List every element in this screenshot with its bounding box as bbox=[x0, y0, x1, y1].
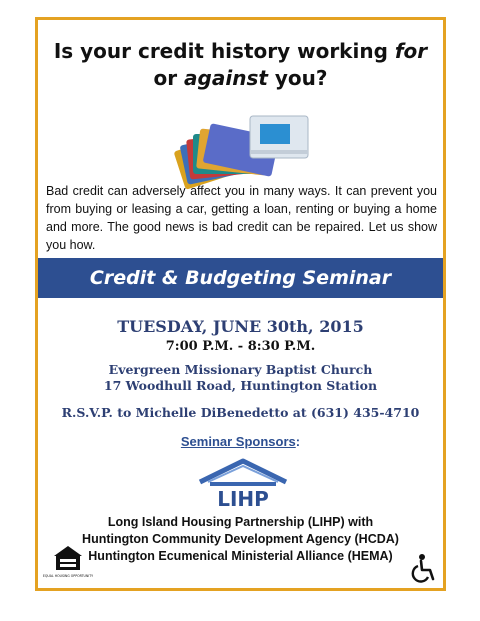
event-time: 7:00 P.M. - 8:30 P.M. bbox=[165, 339, 316, 354]
seminar-banner bbox=[38, 258, 443, 298]
headline-line2-end: you? bbox=[267, 66, 328, 90]
organizations-list bbox=[38, 514, 443, 565]
headline-line2-start: or bbox=[153, 66, 185, 90]
rsvp-line: R.S.V.P. to Michelle DiBenedetto at (631) 435-4710 bbox=[61, 405, 420, 420]
org-line-3: Huntington Ecumenical Ministerial Alliance (HEMA) bbox=[88, 549, 393, 563]
event-date: TUESDAY, JUNE 30th, 2015 bbox=[117, 317, 364, 336]
headline-emphasis-against: against bbox=[184, 66, 268, 90]
venue-name: Evergreen Missionary Baptist Church bbox=[108, 362, 373, 377]
lihp-house-logo bbox=[188, 458, 298, 510]
venue-address: 17 Woodhull Road, Huntington Station bbox=[103, 378, 378, 393]
sponsors-label: Seminar Sponsors bbox=[180, 434, 296, 449]
sponsors-heading bbox=[38, 434, 443, 449]
equal-housing-icon bbox=[42, 542, 94, 582]
headline-line1: Is your credit history working bbox=[53, 39, 395, 63]
credit-cards-image bbox=[164, 110, 314, 182]
sponsors-colon: : bbox=[295, 434, 301, 449]
eho-caption: EQUAL HOUSING OPPORTUNITY bbox=[42, 574, 94, 578]
org-line-2: Huntington Community Development Agency (HCDA) bbox=[82, 532, 399, 546]
lihp-logo-text: LIHP bbox=[217, 487, 269, 511]
wheelchair-icon bbox=[411, 553, 437, 583]
headline bbox=[38, 38, 443, 92]
flyer-frame bbox=[35, 17, 446, 591]
intro-paragraph: Bad credit can adversely affect you in many ways. It can prevent you from buying or leasing a car, getting a loan, renting or buying a home and more. The good news is bad credit can be repaired. Let us show you how. bbox=[46, 184, 437, 252]
banner-title: Credit & Budgeting Seminar bbox=[89, 267, 392, 289]
org-line-1: Long Island Housing Partnership (LIHP) with bbox=[107, 515, 374, 529]
headline-emphasis-for: for bbox=[394, 39, 428, 63]
